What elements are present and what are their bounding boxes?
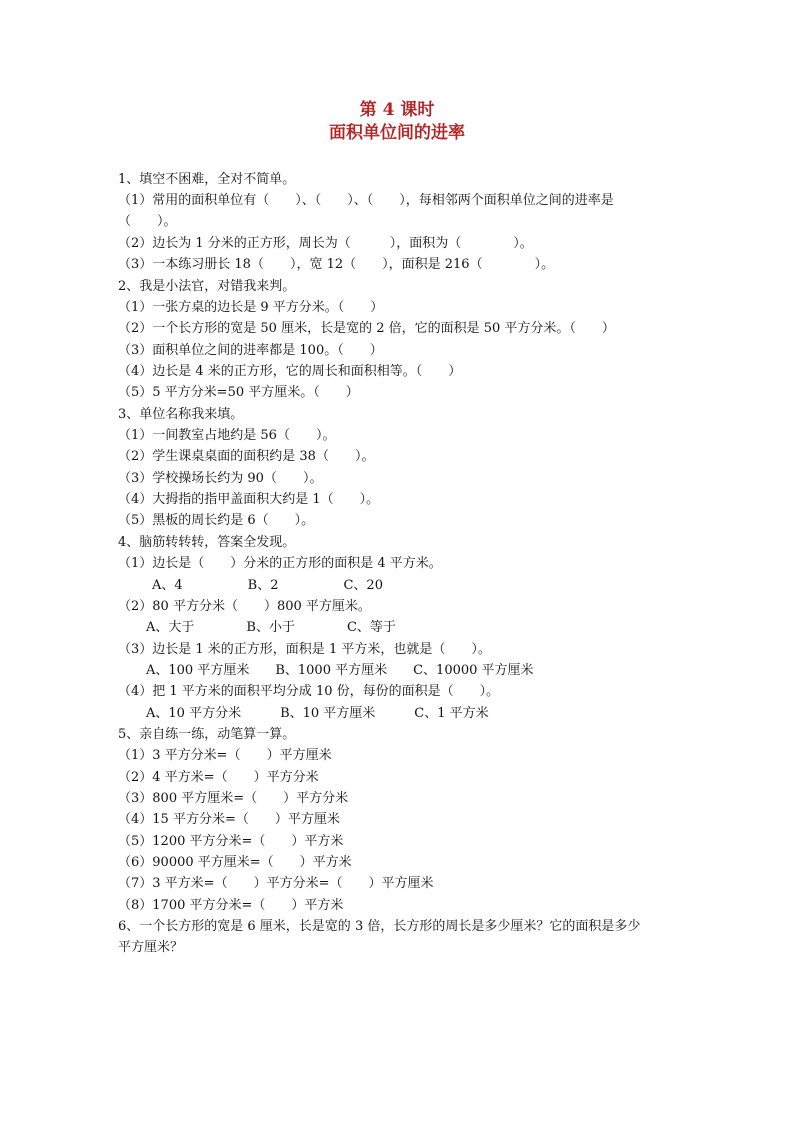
question-line: （2）学生课桌桌面的面积约是 38（ ）。 — [118, 449, 375, 464]
question-line: 平方厘米？ — [118, 940, 184, 955]
lesson-number-title: 第 4 课时 — [359, 100, 435, 120]
question-line: （1）一间教室占地约是 56（ ）。 — [118, 428, 336, 443]
section-3-heading: 3、单位名称我来填。 — [118, 407, 244, 422]
question-line: （1）一张方桌的边长是 9 平方分米。（ ） — [118, 300, 384, 315]
question-line: （4）15 平方分米=（ ）平方厘米 — [118, 812, 340, 827]
lesson-topic-title: 面积单位间的进率 — [329, 123, 465, 143]
question-line: （2）边长为 1 分米的正方形，周长为（ ），面积为（ ）。 — [118, 236, 533, 251]
question-line: （5）5 平方分米=50 平方厘米。（ ） — [118, 385, 359, 400]
question-line: （8）1700 平方分米=（ ）平方米 — [118, 898, 344, 913]
answer-options: A、大于 B、小于 C、等于 — [146, 620, 396, 635]
section-4-heading: 4、脑筋转转转，答案全发现。 — [118, 535, 296, 550]
question-line: （6）90000 平方厘米=（ ）平方米 — [118, 855, 352, 870]
question-line: （7）3 平方米=（ ）平方分米=（ ）平方厘米 — [118, 876, 434, 891]
question-line: （ ）。 — [118, 214, 177, 229]
question-line: （3）一本练习册长 18（ ），宽 12（ ），面积是 216（ ）。 — [118, 257, 555, 272]
answer-options: A、4 B、2 C、20 — [152, 578, 383, 593]
question-line: （4）把 1 平方米的面积平均分成 10 份，每份的面积是（ ）。 — [118, 684, 500, 699]
question-line: （5）黑板的周长约是 6（ ）。 — [118, 513, 315, 528]
answer-options: A、100 平方厘米 B、1000 平方厘米 C、10000 平方厘米 — [146, 663, 534, 678]
section-6-heading: 6、一个长方形的宽是 6 厘米，长是宽的 3 倍，长方形的周长是多少厘米？它的面积是多少 — [118, 919, 641, 934]
question-line: （2）80 平方分米（ ）800 平方厘米。 — [118, 599, 371, 614]
question-line: （3）面积单位之间的进率都是 100。（ ） — [118, 343, 383, 358]
section-5-heading: 5、亲自练一练，动笔算一算。 — [118, 727, 296, 742]
question-line: （1）边长是（ ）分米的正方形的面积是 4 平方米。 — [118, 556, 442, 571]
question-line: （2）4 平方米=（ ）平方分米 — [118, 770, 319, 785]
section-1-heading: 1、填空不困难，全对不简单。 — [118, 172, 296, 187]
question-line: （1）常用的面积单位有（ ）、（ ）、（ ），每相邻两个面积单位之间的进率是 — [118, 193, 614, 208]
question-line: （4）大拇指的指甲盖面积大约是 1（ ）。 — [118, 492, 380, 507]
answer-options: A、10 平方分米 B、10 平方厘米 C、1 平方米 — [146, 706, 489, 721]
question-line: （3）学校操场长约为 90（ ）。 — [118, 471, 323, 486]
section-2-heading: 2、我是小法官，对错我来判。 — [118, 279, 296, 294]
question-line: （3）边长是 1 米的正方形，面积是 1 平方米，也就是（ ）。 — [118, 642, 491, 657]
question-line: （1）3 平方分米=（ ）平方厘米 — [118, 748, 332, 763]
question-line: （5）1200 平方分米=（ ）平方米 — [118, 834, 344, 849]
question-line: （2）一个长方形的宽是 50 厘米，长是宽的 2 倍，它的面积是 50 平方分米。（ ） — [118, 321, 615, 336]
question-line: （4）边长是 4 米的正方形，它的周长和面积相等。（ ） — [118, 364, 462, 379]
question-line: （3）800 平方厘米=（ ）平方分米 — [118, 791, 349, 806]
